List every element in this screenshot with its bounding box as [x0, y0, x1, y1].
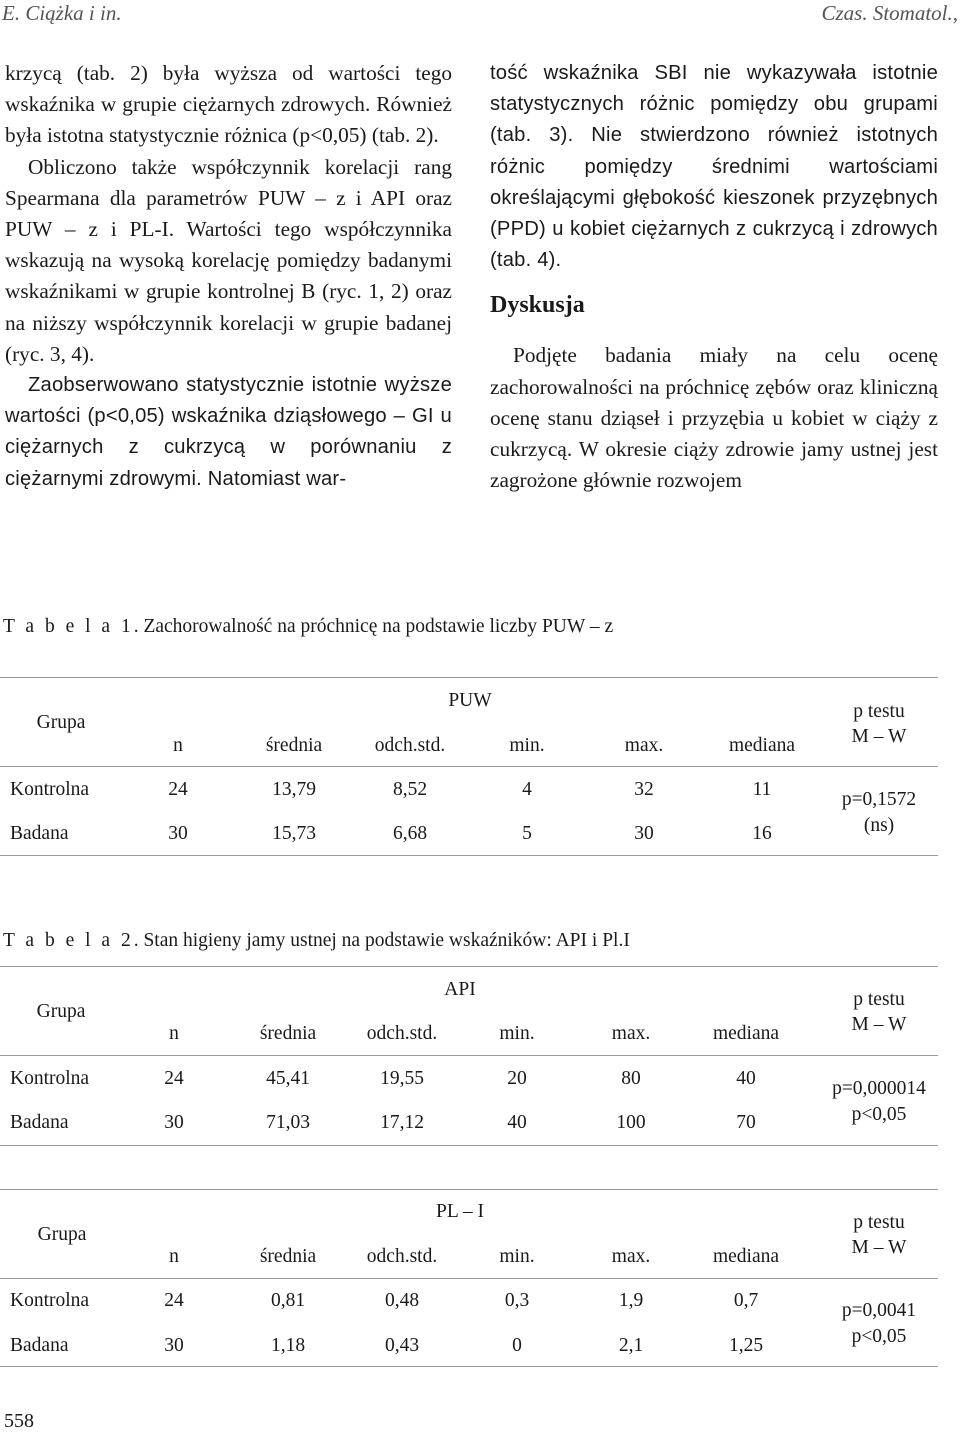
paragraph: Podjęte badania miały na celu ocenę zachorowalności na próchnicę zębów oraz kliniczną ocenę stanu dziąseł i przyzębia u kobiet w ciąży z cukrzycą. W okresie ciąży zdrowie jamy ustnej jest zagrożone głównie rozwojem [490, 343, 938, 493]
left-column [5, 58, 452, 495]
paragraph: krzycą (tab. 2) była wyższa od wartości tego wskaźnika w grupie ciężarnych zdrowych. Również była istotna statystycznie różnica (p<0,05) (tab. 2). [5, 61, 452, 148]
table-row-group: Badana [10, 1112, 69, 1133]
table-cell: 0 [512, 1335, 522, 1356]
table-col-header: średnia [259, 1023, 317, 1044]
table-cell: 80 [621, 1068, 641, 1089]
table-cell: 30 [634, 823, 654, 844]
table-cell: 20 [507, 1068, 527, 1089]
table-rule [0, 677, 938, 678]
table-cell: 8,52 [392, 779, 428, 800]
table-cell: 30 [164, 1112, 184, 1133]
table-group-header: Grupa [36, 1001, 86, 1022]
table-col-header: n [169, 1023, 179, 1044]
table-col-header: min. [499, 1246, 535, 1267]
table-param-header: PUW [448, 690, 492, 711]
table-test-header: M – W [851, 1014, 907, 1035]
table-col-header: średnia [259, 1246, 317, 1267]
table-rule [0, 1145, 938, 1146]
table-cell: 0,3 [504, 1290, 530, 1311]
table-col-header: odch.std. [374, 735, 446, 756]
table-cell: 17,12 [380, 1112, 424, 1133]
table-col-header: max. [611, 1023, 651, 1044]
table-cell: 4 [522, 779, 532, 800]
table-rule [0, 1055, 938, 1056]
table-col-header: odch.std. [366, 1246, 438, 1267]
table-cell: 11 [752, 779, 772, 800]
paragraph: tość wskaźnika SBI nie wykazywała istotnie statystycznych różnic pomiędzy obu grupami (tab. 3). Nie stwierdzono również istotnych różnic pomiędzy średnimi wartościami określającymi głębokość kieszonek przyzębnych (PPD) u kobiet ciężarnych z cukrzycą i zdrowych (tab. 4). [490, 62, 938, 272]
table-rule [0, 1366, 938, 1367]
table-cell: 13,79 [272, 779, 316, 800]
table-col-header: max. [624, 735, 664, 756]
table-caption [3, 930, 630, 952]
table-test-result: p<0,05 [851, 1326, 907, 1347]
table-label: T a b e l a 1 [3, 616, 134, 637]
table-test-header: p testu [853, 701, 905, 722]
table-cell: 40 [736, 1068, 756, 1089]
table-cell: 15,73 [272, 823, 316, 844]
section-heading: Dyskusja [490, 292, 585, 319]
table-row-group: Badana [10, 1335, 69, 1356]
table-cell: 5 [522, 823, 532, 844]
paragraph: Obliczono także współczynnik korelacji rang Spearmana dla parametrów PUW – z i API oraz PUW – z i PL-I. Wartości tego współczynnika wskazują na wysoką korelację pomiędzy badanymi wskaźnikami w grupie kontrolnej B (ryc. 1, 2) oraz na niższy współczynnik korelacji w grupie badanej (ryc. 3, 4). [5, 154, 452, 366]
table-cell: 100 [616, 1112, 646, 1133]
running-header-authors: E. Ciążka i in. [2, 1, 122, 25]
table-cell: 70 [736, 1112, 756, 1133]
table-cell: 24 [164, 1290, 184, 1311]
right-column [490, 58, 938, 496]
table-cell: 6,68 [392, 823, 428, 844]
table-param-header: API [444, 979, 476, 1000]
table-test-result: p=0,1572 [841, 789, 917, 810]
table-cell: 0,43 [384, 1335, 420, 1356]
table-cell: 0,81 [270, 1290, 306, 1311]
table-test-result: p<0,05 [851, 1104, 907, 1125]
page-number: 558 [4, 1410, 34, 1432]
table-param-header: PL – I [435, 1201, 485, 1222]
table-cell: 16 [752, 823, 772, 844]
table-caption [3, 616, 613, 638]
table-col-header: n [169, 1246, 179, 1267]
table-cell: 30 [164, 1335, 184, 1356]
table-cell: 71,03 [266, 1112, 310, 1133]
table-cell: 19,55 [380, 1068, 424, 1089]
running-header-journal: Czas. Stomatol., [821, 1, 958, 25]
table-title: . Zachorowalność na próchnicę na podstawie liczby PUW – z [133, 616, 614, 637]
table-row-group: Kontrolna [10, 1068, 90, 1089]
table-rule [0, 855, 938, 856]
table-title: . Stan higieny jamy ustnej na podstawie wskaźników: API i Pl.I [133, 930, 630, 951]
table-label: T a b e l a 2 [3, 930, 134, 951]
table-col-header: n [173, 735, 183, 756]
table-test-header: p testu [853, 989, 905, 1010]
table-col-header: mediana [712, 1023, 780, 1044]
table-col-header: min. [509, 735, 545, 756]
table-cell: 0,7 [733, 1290, 759, 1311]
table-group-header: Grupa [36, 712, 86, 733]
table-rule [0, 766, 938, 767]
table-test-result: (ns) [863, 815, 895, 836]
table-cell: 1,9 [618, 1290, 644, 1311]
table-test-result: p=0,0041 [841, 1300, 917, 1321]
table-cell: 40 [507, 1112, 527, 1133]
table-cell: 1,18 [270, 1335, 306, 1356]
paragraph: Zaobserwowano statystycznie istotnie wyższe wartości (p<0,05) wskaźnika dziąsłowego – GI u ciężarnych z cukrzycą w porównaniu z ciężarnymi zdrowymi. Natomiast war- [5, 374, 452, 490]
table-test-header: M – W [851, 726, 907, 747]
table-cell: 24 [168, 779, 188, 800]
table-row-group: Badana [10, 823, 69, 844]
table-cell: 45,41 [266, 1068, 310, 1089]
table-cell: 1,25 [728, 1335, 764, 1356]
table-row-group: Kontrolna [10, 779, 90, 800]
table-cell: 24 [164, 1068, 184, 1089]
table-cell: 2,1 [618, 1335, 644, 1356]
table-cell: 30 [168, 823, 188, 844]
table-rule [0, 966, 938, 967]
table-cell: 32 [634, 779, 654, 800]
table-col-header: min. [499, 1023, 535, 1044]
table-row-group: Kontrolna [10, 1290, 90, 1311]
table-col-header: średnia [265, 735, 323, 756]
table-test-result: p=0,000014 [832, 1078, 926, 1099]
table-test-header: p testu [853, 1212, 905, 1233]
table-rule [0, 1189, 938, 1190]
table-group-header: Grupa [37, 1224, 87, 1245]
table-cell: 0,48 [384, 1290, 420, 1311]
table-rule [0, 1278, 938, 1279]
table-test-header: M – W [851, 1237, 907, 1258]
table-col-header: mediana [728, 735, 796, 756]
table-col-header: odch.std. [366, 1023, 438, 1044]
table-col-header: max. [611, 1246, 651, 1267]
table-col-header: mediana [712, 1246, 780, 1267]
